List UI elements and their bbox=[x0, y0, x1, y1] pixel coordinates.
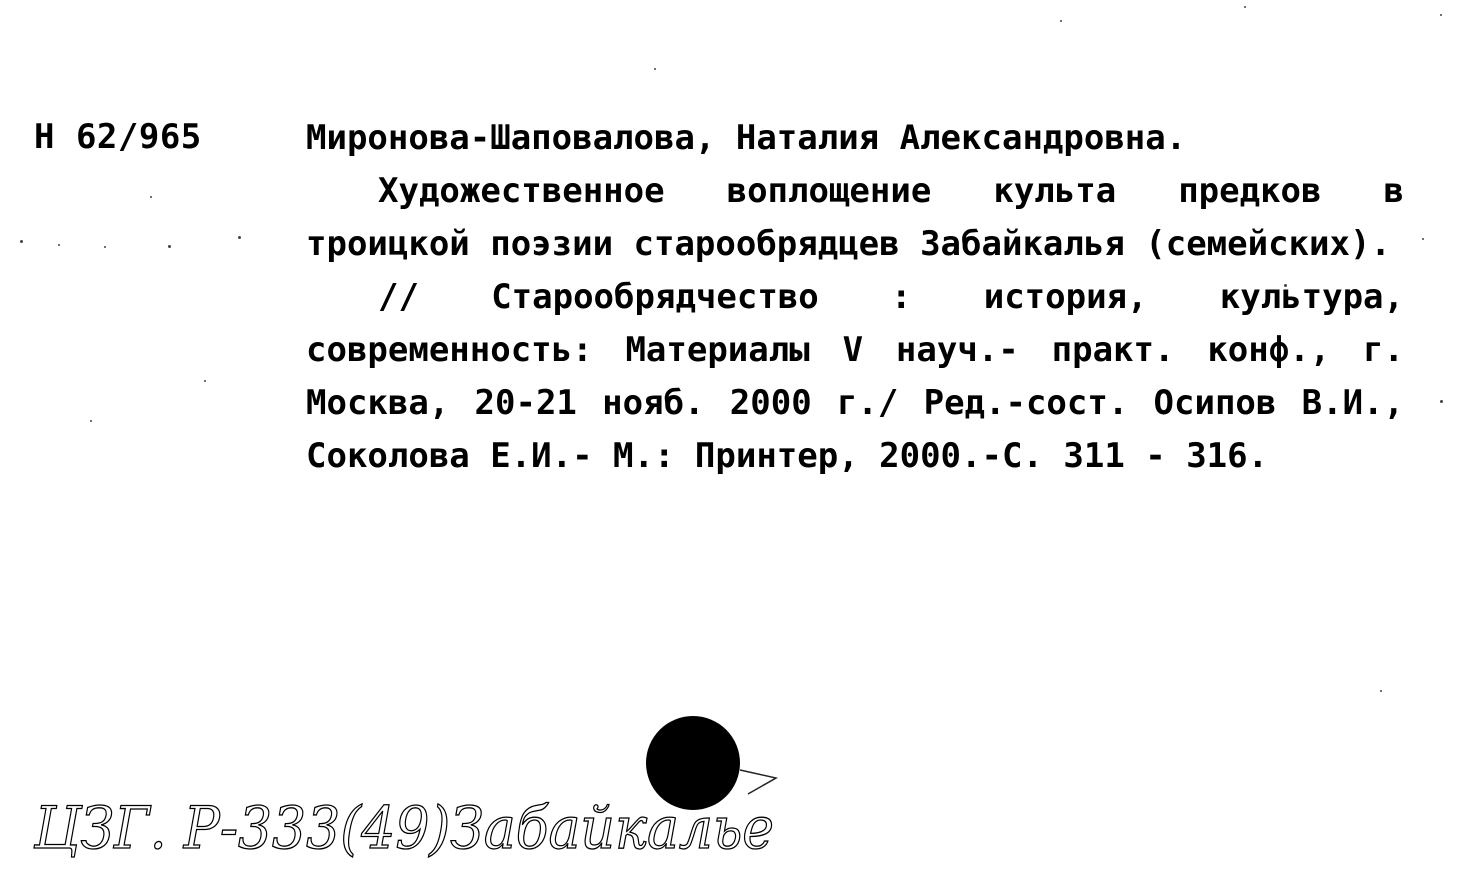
scan-speck bbox=[1060, 20, 1062, 22]
source-paragraph: // Старообрядчество : история, культура, современность: Материалы V науч.- практ. конф., г. Москва, 20-21 нояб. 2000 г./ Ред.-сост. Осипов В.И., Соколова Е.И.- М.: Принтер, 2000.-С. 311 - 316. bbox=[306, 277, 1404, 476]
scan-speck bbox=[1422, 238, 1424, 240]
scan-speck bbox=[58, 244, 60, 246]
scan-speck bbox=[150, 196, 152, 198]
scan-speck bbox=[20, 240, 23, 243]
scan-speck bbox=[1440, 14, 1442, 16]
scan-speck bbox=[1380, 690, 1382, 692]
scan-speck bbox=[1440, 400, 1443, 403]
handwritten-note bbox=[30, 780, 790, 876]
bibliographic-entry bbox=[306, 112, 1404, 483]
scan-speck bbox=[90, 420, 92, 422]
handwritten-note-text: ЦЗГ. Р-333(49)Забайкалье bbox=[33, 794, 774, 862]
scan-speck bbox=[168, 245, 171, 248]
scan-speck bbox=[238, 236, 241, 239]
scan-speck bbox=[104, 246, 106, 248]
author-line: Миронова-Шаповалова, Наталия Александровна. bbox=[306, 118, 1187, 158]
scan-speck bbox=[654, 68, 656, 70]
shelfmark: Н 62/965 bbox=[34, 117, 202, 157]
scan-speck bbox=[204, 380, 206, 382]
title-paragraph: Художественное воплощение культа предков в троицкой поэзии старообрядцев Забайкалья (семейских). bbox=[306, 171, 1404, 264]
scan-speck bbox=[1244, 6, 1246, 8]
